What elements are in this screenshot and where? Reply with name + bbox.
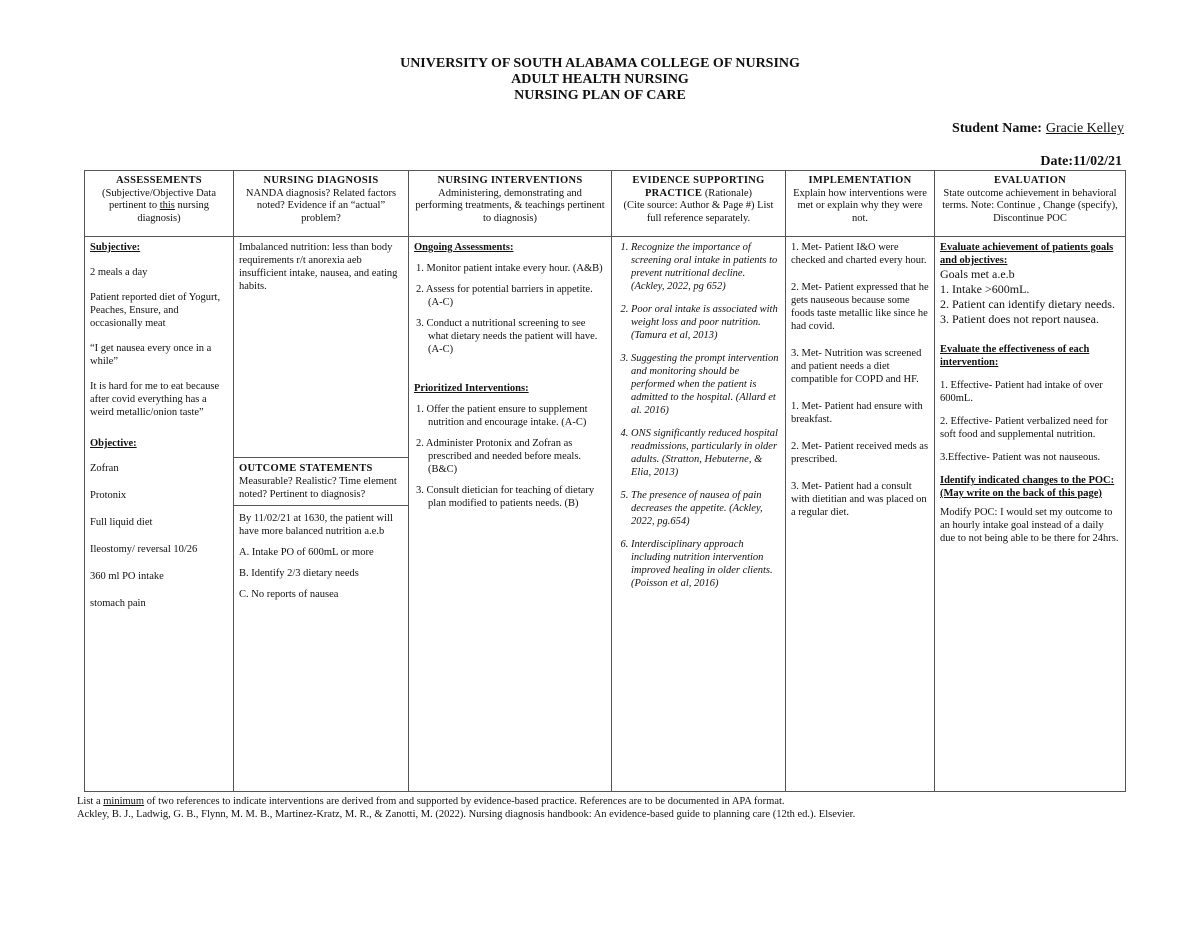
objective-item: Zofran (90, 463, 119, 474)
evaluation-effectiveness-heading: Evaluate the effectiveness of each intervention: (940, 344, 1090, 368)
evidence-item: 2. Poor oral intake is associated with weight loss and poor nutrition. (Tamura et al, 2013) (631, 303, 780, 342)
goal-item: 1. Intake >600mL. (940, 282, 1030, 296)
footer-reference: Ackley, B. J., Ladwig, G. B., Flynn, M. M. B., Martinez-Kratz, M. R., & Zanotti, M. (2022). Nursing diagnosis handbook: An evidence-based guide to planning care (12th ed.). Elsevier. (77, 809, 856, 820)
implementation-item: 2. Met- Patient received meds as prescribed. (791, 441, 929, 465)
interventions-cell (409, 237, 612, 792)
subjective-item: Patient reported diet of Yogurt, Peaches, Ensure, and occasionally meat (90, 292, 221, 329)
student-name-line (952, 121, 1124, 137)
course-title: ADULT HEALTH NURSING (511, 72, 689, 87)
outcome-statement: By 11/02/21 at 1630, the patient will have more balanced nutrition a.e.b A. Intake PO of 600mL or more B. Identify 2/3 dietary needs C. No reports of nausea (234, 506, 408, 619)
objective-label: Objective: (90, 438, 137, 449)
diagnosis-header: NURSING DIAGNOSIS NANDA diagnosis? Related factors noted? Evidence if an “actual” problem? (234, 171, 409, 237)
outcome-item: B. Identify 2/3 dietary needs (239, 568, 359, 579)
assessments-cell (85, 237, 234, 792)
evidence-item: 1. Recognize the importance of screening oral intake in patients to prevent nutritional decline. (Ackley, 2022, pg 652) (631, 241, 780, 293)
implementation-cell (786, 237, 935, 792)
interventions-header: NURSING INTERVENTIONS Administering, demonstrating and performing treatments, & teachings pertinent to diagnosis) (409, 171, 612, 237)
implementation-item: 3. Met- Patient had a consult with dietitian and was placed on a regular diet. (791, 481, 927, 518)
date: Date:11/02/21 (1040, 154, 1122, 169)
subjective-item: “I get nausea every once in a while” (90, 343, 212, 367)
subjective-label: Subjective: (90, 242, 141, 253)
content-row (85, 237, 1126, 792)
evidence-header: EVIDENCE SUPPORTING PRACTICE (Rationale) (Cite source: Author & Page #) List full reference separately. (612, 171, 786, 237)
ongoing-item: 1. Monitor patient intake every hour. (A&B) (416, 263, 603, 274)
objective-item: Ileostomy/ reversal 10/26 (90, 544, 198, 555)
evaluation-goals-heading: Evaluate achievement of patients goals and objectives: (940, 242, 1114, 266)
objective-item: stomach pain (90, 598, 146, 609)
objective-item: 360 ml PO intake (90, 571, 164, 582)
care-plan-table (84, 170, 1126, 792)
footer-note: List a minimum of two references to indicate interventions are derived from and supported by evidence-based practice. References are to be documented in APA format. (77, 796, 785, 807)
college-title: UNIVERSITY OF SOUTH ALABAMA COLLEGE OF NURSING (400, 56, 800, 71)
evaluation-changes-heading: Identify indicated changes to the POC: (May write on the back of this page) (940, 475, 1115, 499)
outcome-item: A. Intake PO of 600mL or more (239, 547, 374, 558)
goal-item: 3. Patient does not report nausea. (940, 312, 1099, 326)
evaluation-cell (935, 237, 1126, 792)
objective-item: Protonix (90, 490, 127, 501)
effect-item: 3.Effective- Patient was not nauseous. (940, 452, 1101, 463)
outcome-header: OUTCOME STATEMENTS Measurable? Realistic? Time element noted? Pertinent to diagnosis? (234, 458, 408, 506)
evaluation-header: EVALUATION State outcome achievement in behavioral terms. Note: Continue , Change (specify), Discontinue POC (935, 171, 1126, 237)
evidence-cell (612, 237, 786, 792)
implementation-item: 1. Met- Patient had ensure with breakfast. (791, 401, 923, 425)
evidence-item: 4. ONS significantly reduced hospital readmissions, particularly in older adults. (Stratton, Hebuterne, & Elia, 2013) (631, 427, 780, 479)
prioritized-label: Prioritized Interventions: (414, 383, 529, 394)
objective-item: Full liquid diet (90, 517, 153, 528)
student-name-label: Student Name: (952, 121, 1042, 136)
document-title: NURSING PLAN OF CARE (514, 88, 686, 103)
goal-item: Goals met a.e.b (940, 267, 1015, 281)
ongoing-item: 2. Assess for potential barriers in appetite. (A-C) (416, 284, 593, 308)
subjective-item: It is hard for me to eat because after covid everything has a weird metallic/onion taste” (90, 381, 220, 418)
evidence-item: 6. Interdisciplinary approach including nutrition intervention improved healing in older clients. (Poisson et al, 2016) (631, 538, 780, 590)
assessments-header: ASSESSEMENTS (Subjective/Objective Data pertinent to this nursing diagnosis) (85, 171, 234, 237)
student-name-value: Gracie Kelley (1045, 121, 1124, 136)
implementation-header: IMPLEMENTATION Explain how interventions were met or explain why they were not. (786, 171, 935, 237)
implementation-item: 1. Met- Patient I&O were checked and charted every hour. (791, 242, 927, 266)
prioritized-item: 1. Offer the patient ensure to supplement nutrition and encourage intake. (A-C) (416, 404, 588, 428)
ongoing-label: Ongoing Assessments: (414, 242, 514, 253)
diagnosis-statement: Imbalanced nutrition: less than body requirements r/t anorexia aeb insufficient intake, nausea, and eating habits. (234, 237, 408, 458)
modify-poc: Modify POC: I would set my outcome to an hourly intake goal instead of a daily due to not being able to be there for 24hrs. (940, 507, 1119, 544)
goal-item: 2. Patient can identify dietary needs. (940, 297, 1115, 311)
effect-item: 1. Effective- Patient had intake of over 600mL. (940, 380, 1103, 404)
implementation-item: 2. Met- Patient expressed that he gets nauseous because some foods taste metallic like since he had covid. (791, 282, 929, 332)
header-row (85, 171, 1126, 237)
diagnosis-cell (234, 237, 409, 792)
ongoing-item: 3. Conduct a nutritional screening to see what dietary needs the patient will have. (A-C) (416, 318, 598, 355)
evidence-item: 5. The presence of nausea of pain decreases the appetite. (Ackley, 2022, pg.654) (631, 489, 780, 528)
prioritized-item: 2. Administer Protonix and Zofran as prescribed and needed before meals. (B&C) (416, 438, 582, 475)
outcome-item: C. No reports of nausea (239, 589, 339, 600)
prioritized-item: 3. Consult dietician for teaching of dietary plan modified to patients needs. (B) (416, 485, 595, 509)
subjective-item: 2 meals a day (90, 267, 148, 278)
evidence-list (617, 241, 780, 590)
implementation-item: 3. Met- Nutrition was screened and patient needs a diet compatible for COPD and HF. (791, 348, 922, 385)
effect-item: 2. Effective- Patient verbalized need for soft food and supplemental nutrition. (940, 416, 1108, 440)
evidence-item: 3. Suggesting the prompt intervention and monitoring should be performed when the patient is admitted to the hospital. (Allard et al. 2016) (631, 352, 780, 417)
